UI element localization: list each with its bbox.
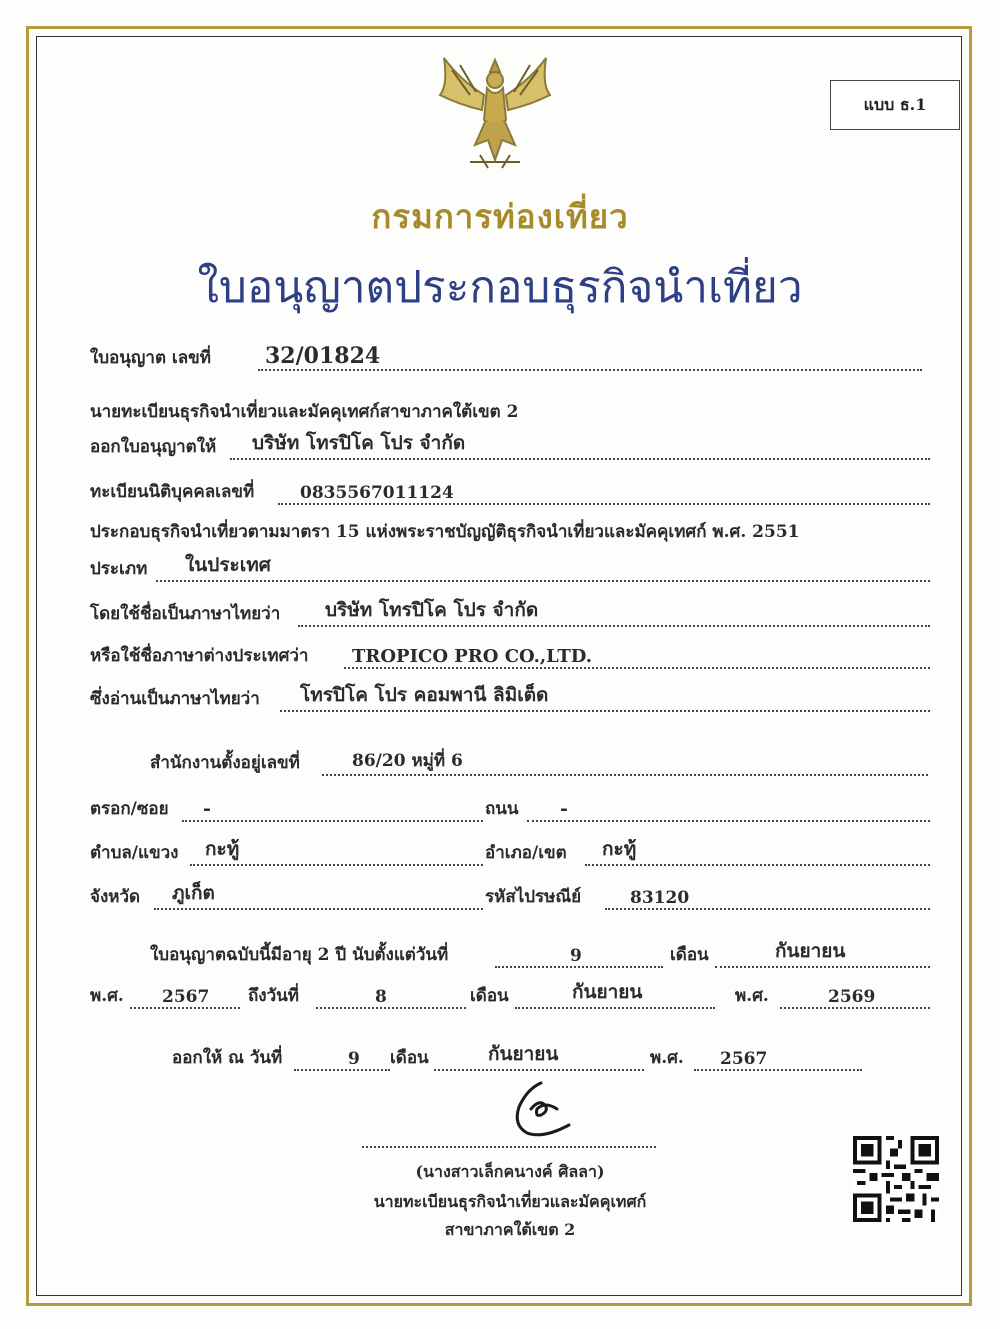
- foreign-name-value: TROPICO PRO CO.,LTD.: [352, 646, 593, 667]
- issued-be-label: พ.ศ.: [650, 1048, 684, 1068]
- soi-value: -: [203, 798, 211, 820]
- office-address-row: [150, 748, 928, 778]
- department-name: กรมการท่องเที่ยว: [371, 197, 629, 236]
- district-row: [485, 838, 930, 868]
- province-value: ภูเก็ต: [172, 882, 215, 904]
- office-address-value: 86/20 หมู่ที่ 6: [352, 751, 463, 771]
- validity-end-year: 2569: [828, 987, 876, 1007]
- reading-value: โทรปิโค โปร คอมพานี ลิมิเต็ด: [300, 684, 549, 706]
- issued-to-label: ออกใบอนุญาตให้: [90, 437, 217, 457]
- signatory-branch: สาขาภาคใต้เขต 2: [444, 1220, 576, 1239]
- subdistrict-label: ตำบล/แขวง: [90, 843, 179, 863]
- validity-month-label: เดือน: [670, 945, 709, 965]
- district-value: กะทู้: [602, 838, 637, 860]
- license-number-row: [90, 343, 922, 373]
- act-line: ประกอบธุรกิจนำเที่ยวตามมาตรา 15 แห่งพระราชบัญญัติธุรกิจนำเที่ยวและมัคคุเทศก์ พ.ศ. 2551: [90, 522, 800, 542]
- thai-name-value: บริษัท โทรปิโค โปร จำกัด: [325, 599, 539, 621]
- road-value: -: [560, 798, 568, 820]
- province-label: จังหวัด: [90, 887, 141, 907]
- validity-start-month: กันยายน: [775, 940, 846, 962]
- juristic-id-value: 0835567011124: [300, 483, 454, 503]
- issued-year: 2567: [720, 1049, 768, 1069]
- validity-start-year: 2567: [162, 987, 210, 1007]
- category-row: [90, 554, 930, 584]
- subdistrict-value: กะทู้: [205, 838, 240, 860]
- issued-date-row: [172, 1043, 862, 1073]
- province-row: [90, 882, 483, 912]
- postal-value: 83120: [630, 888, 690, 908]
- registrar-line: นายทะเบียนธุรกิจนำเที่ยวและมัคคุเทศก์สาขาภาคใต้เขต 2: [90, 402, 519, 422]
- validity-be-label-2: พ.ศ.: [735, 986, 769, 1006]
- district-label: อำเภอ/เขต: [485, 843, 567, 863]
- validity-until-label: ถึงวันที่: [248, 986, 299, 1006]
- form-code-box: [830, 80, 960, 130]
- signature-mark: [505, 1075, 575, 1145]
- soi-row: [90, 794, 483, 824]
- juristic-id-label: ทะเบียนนิติบุคคลเลขที่: [90, 482, 255, 502]
- form-code: แบบ ธ.1: [863, 94, 927, 114]
- validity-end-day: 8: [375, 987, 387, 1007]
- road-row: [485, 794, 930, 824]
- issued-to-row: [90, 432, 930, 462]
- thai-name-row: [90, 599, 930, 629]
- postal-label: รหัสไปรษณีย์: [485, 887, 582, 907]
- reading-label: ซึ่งอ่านเป็นภาษาไทยว่า: [90, 689, 260, 709]
- category-label: ประเภท: [90, 559, 148, 579]
- signatory-position: นายทะเบียนธุรกิจนำเที่ยวและมัคคุเทศก์: [373, 1192, 647, 1211]
- license-number-label: ใบอนุญาต เลขที่: [90, 348, 211, 368]
- issued-label: ออกให้ ณ วันที่: [172, 1048, 283, 1068]
- license-number-value: 32/01824: [265, 343, 381, 369]
- validity-intro: ใบอนุญาตฉบับนี้มีอายุ 2 ปี นับตั้งแต่วันที่: [150, 945, 449, 965]
- soi-label: ตรอก/ซอย: [90, 799, 169, 819]
- subdistrict-row: [90, 838, 483, 868]
- signatory-name: (นางสาวเล็กคนางค์ ศิลลา): [415, 1162, 605, 1181]
- garuda-emblem-icon: [430, 50, 560, 175]
- office-address-label: สำนักงานตั้งอยู่เลขที่: [150, 753, 300, 773]
- validity-start-day: 9: [570, 946, 582, 966]
- signature-line: [362, 1146, 656, 1148]
- road-label: ถนน: [485, 799, 519, 819]
- validity-month-label-2: เดือน: [470, 986, 509, 1006]
- issued-to-value: บริษัท โทรปิโค โปร จำกัด: [252, 432, 466, 454]
- reading-row: [90, 684, 930, 714]
- issued-day: 9: [348, 1049, 360, 1069]
- thai-name-label: โดยใช้ชื่อเป็นภาษาไทยว่า: [90, 604, 281, 624]
- validity-row-1: [150, 940, 930, 970]
- postal-row: [485, 882, 930, 912]
- document-title: ใบอนุญาตประกอบธุรกิจนำเที่ยว: [197, 262, 803, 313]
- validity-be-label-1: พ.ศ.: [90, 986, 124, 1006]
- foreign-name-label: หรือใช้ชื่อภาษาต่างประเทศว่า: [90, 646, 309, 666]
- juristic-id-row: [90, 477, 930, 507]
- validity-row-2: [90, 981, 930, 1011]
- category-value: ในประเทศ: [185, 554, 271, 576]
- issued-month: กันยายน: [488, 1043, 559, 1065]
- foreign-name-row: [90, 641, 930, 671]
- issued-month-label: เดือน: [390, 1048, 429, 1068]
- validity-end-month: กันยายน: [572, 981, 643, 1003]
- qr-code-icon: [850, 1136, 942, 1222]
